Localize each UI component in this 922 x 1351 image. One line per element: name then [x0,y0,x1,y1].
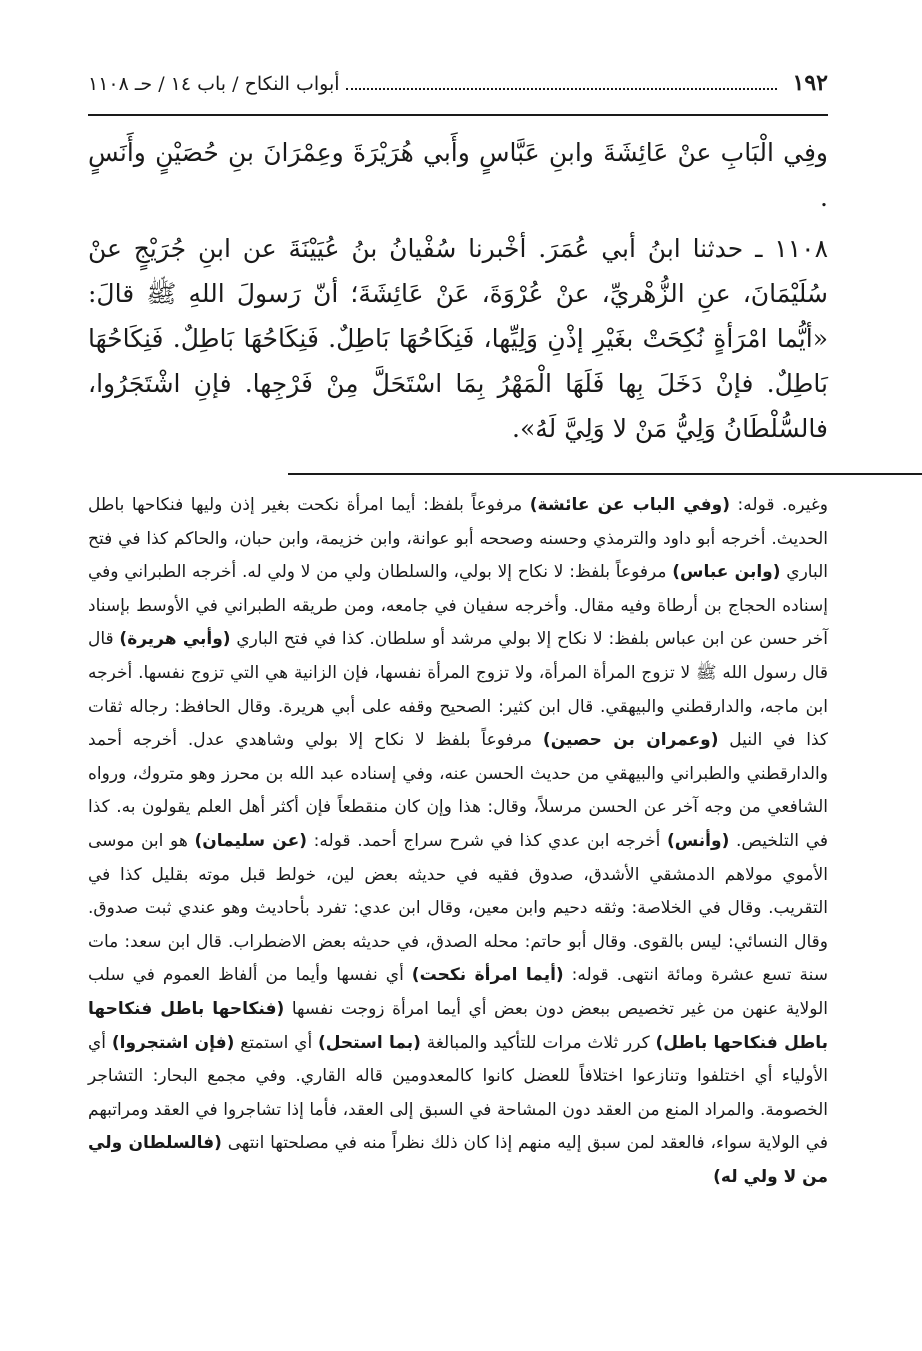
commentary-paragraph [88,489,828,1194]
page-number: ١٩٢ [792,70,828,96]
quoted-phrase: (وعمران بن حصين) [542,730,719,751]
quoted-phrase: (وأنس) [667,830,730,851]
commentary-text: مرفوعاً بلفظ: أيما امرأة نكحت بغير إذن وليها فنكاحها باطل الحديث. أخرجه أبو داود والترمذي وحسنه وصححه أبو عوانة، وابن خزيمة، وابن حبان، والحاكم كذا في فتح الباري [88,495,828,583]
commentary-text: هو ابن موسى الأموي مولاهم الدمشقي الأشدق، صدوق فقيه في حديثه بعض لين، خولط قبل موته بقليل كذا في التقريب. وقال في الخلاصة: وثقه دحيم وابن معين، وقال ابن عدي: تفرد بأحاديث وهو عندي ثبت صدوق. وقال النسائي: ليس بالقوى. وقال أبو حاتم: محله الصدق، في حديثه بعض الاضطراب. قال ابن سعد: مات سنة تسع عشرة ومائة انتهى. قوله: [88,830,828,986]
commentary-text: قال قال رسول الله ﷺ لا تزوج المرأة المرأة، ولا تزوج المرأة نفسها، فإن الزانية هي التي تزوج نفسها. أخرجه ابن ماجه، والدارقطني والبيهقي. قال ابن كثير: الصحيح وقفه على أبي هريرة. وقال الحافظ: رجاله ثقات كذا في النيل [88,629,828,751]
commentary-text: وغيره. قوله: [729,495,828,515]
page-header [88,70,828,116]
quoted-phrase: (عن سليمان) [194,830,307,851]
commentary-text: أي استمتع [234,1032,318,1053]
header-dotted-leader [346,88,777,90]
quoted-phrase: (فإن اشتجروا) [111,1032,235,1053]
hadith-text [88,130,828,451]
commentary [88,489,828,1194]
commentary-text: مرفوعاً بلفظ لا نكاح إلا بولي وشاهدي عدل. أخرجه أحمد والدارقطني والطبراني والبيهقي من حديث الحسن عنه، وفي إسناده عبد الله بن محرز وهو متروك، ورواه الشافعي من وجه آخر عن الحسن مرسلاً، وقال: هذا وإن كان منقطعاً فإن أكثر أهل العلم يقولون به. كذا في التلخيص. [88,730,828,851]
quoted-phrase: (بما استحل) [317,1032,421,1053]
commentary-text: كرر ثلاث مرات للتأكيد والمبالغة [420,1032,656,1053]
book-page [88,70,828,1194]
running-title: أبواب النكاح / باب ١٤ / حـ ١١٠٨ [88,73,340,95]
commentary-text: أي نفسها وأيما من ألفاظ العموم في سلب الولاية عنهن من غير تخصيص ببعض دون بعض أي أيما امرأة زوجت نفسها [88,965,828,1019]
quoted-phrase: (وفي الباب عن عائشة) [529,495,730,515]
footnote-divider [288,473,922,475]
bab-line: وفِي الْبَابِ عنْ عَائِشَةَ وابنِ عَبَّاسٍ وأَبي هُرَيْرَةَ وعِمْرَانَ بنِ حُصَيْنٍ وأَنَسٍ . [88,138,828,212]
commentary-text: مرفوعاً بلفظ: لا نكاح إلا بولي، والسلطان ولي من لا ولي له. أخرجه الطبراني وفي إسناده الحجاج بن أرطاة وفيه مقال. وأخرجه سفيان في جامعه، ومن طريقه الطبراني في الأوسط بإسناد آخر حسن عن ابن عباس بلفظ: لا نكاح إلا بولي مرشد أو سلطان. كذا في فتح الباري [88,562,828,650]
commentary-text: أخرجه ابن عدي كذا في شرح سراج أحمد. قوله: [307,830,667,851]
quoted-phrase: (وأبي هريرة) [119,629,231,650]
commentary-text: أي الأولياء أي اختلفوا وتنازعوا اختلافاً للعضل كانوا كالمعدومين قاله القاري. وفي مجمع البحار: التشاجر الخصومة. والمراد المنع من العقد دون المشاحة في السبق إلى العقد، فأما إذا تشاجروا في العقد ومراتبهم في الولاية سواء، فالعقد لمن سبق إليه منهم إذا كان ذلك نظراً منه في مصلحتها انتهى [88,1032,828,1154]
quoted-phrase: (أيما امرأة نكحت) [411,965,564,986]
quoted-phrase: (وابن عباس) [672,562,781,583]
quoted-phrase: (فنكاحها باطل فنكاحها باطل فنكاحها باطل) [88,998,829,1053]
quoted-phrase: (فالسلطان ولي من لا ولي له) [88,1133,828,1187]
hadith-1108: ١١٠٨ ـ حدثنا ابنُ أبي عُمَرَ. أخْبرنا سُفْيانُ بنُ عُيَيْنَةَ عن ابنِ جُرَيْجٍ عنْ سُلَيْمَانَ، عنِ الزُّهْريِّ، عنْ عُرْوَةَ، عَنْ عَائِشَةَ؛ أنّ رَسولَ اللهِ ﷺ قالَ: «أيُّما امْرَأةٍ نُكِحَتْ بغَيْرِ إذْنِ وَلِيِّها، فَنِكَاحُهَا بَاطِلٌ. فَنِكَاحُهَا بَاطِلٌ. فَنِكَاحُهَا بَاطِلٌ. فإنْ دَخَلَ بِها فَلَهَا الْمَهْرُ بِمَا اسْتَحَلَّ مِنْ فَرْجِها. فإنِ اشْتَجَرُوا، فالسُّلْطَانُ وَلِيُّ مَنْ لا وَلِيَّ لَهُ». [88,234,828,443]
